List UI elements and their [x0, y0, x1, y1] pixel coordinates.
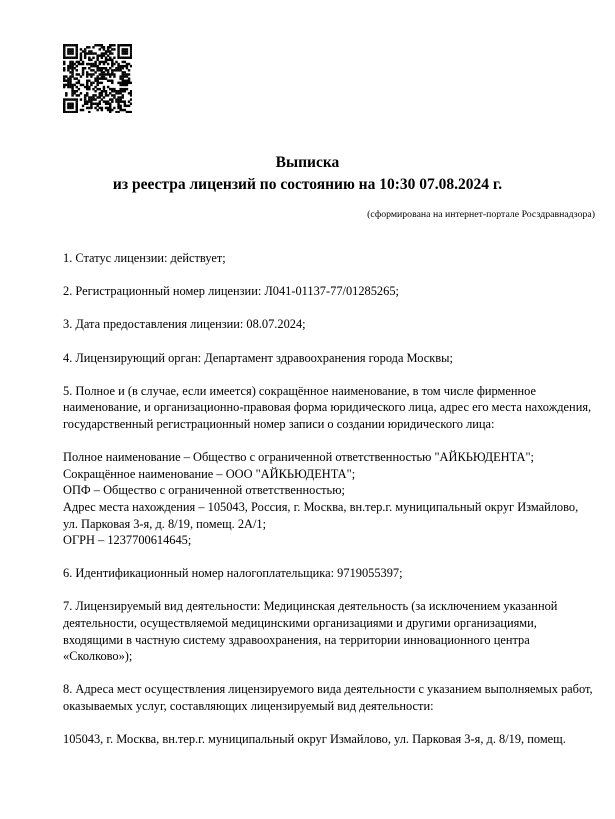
org-details-block — [63, 449, 593, 549]
title-line-2: из реестра лицензий по состоянию на 10:30 07.08.2024 г. — [112, 176, 503, 193]
paragraph-inn: 6. Идентификационный номер налогоплательщика: 9719055397; — [63, 566, 403, 581]
paragraph-grant-date: 3. Дата предоставления лицензии: 08.07.2024; — [63, 317, 306, 332]
qr-code-icon — [63, 44, 132, 113]
title-line-1: Выписка — [275, 154, 340, 171]
document-title — [0, 152, 615, 196]
paragraph-address-line: 105043, г. Москва, вн.тер.г. муниципальный округ Измайлово, ул. Парковая 3-я, д. 8/19, помещ. — [63, 732, 566, 747]
document-body — [63, 250, 593, 764]
paragraph-org-intro: 5. Полное и (в случае, если имеется) сокращённое наименование, в том числе фирменное наименование, и организационно-правовая форма юридического лица, адрес его места нахождения, государственный регистрационный номер записи о создании юридического лица: — [63, 383, 592, 431]
paragraph-authority: 4. Лицензирующий орган: Департамент здравоохранения города Москвы; — [63, 350, 453, 365]
org-opf: ОПФ – Общество с ограниченной ответственностью; — [63, 483, 345, 498]
org-full-name: Полное наименование – Общество с ограниченной ответственностью "АЙКЬЮДЕНТА"; — [63, 450, 535, 465]
paragraph-activity: 7. Лицензируемый вид деятельности: Медицинская деятельность (за исключением указанной деятельности, осуществляемой медицинскими организациями и другими организациями, входящими в частную систему здравоохранения, на территории инновационного центра «Сколково»); — [63, 599, 558, 664]
org-short-name: Сокращённое наименование – ООО "АЙКЬЮДЕНТА"; — [63, 466, 356, 481]
paragraph-reg-number: 2. Регистрационный номер лицензии: Л041-01137-77/01285265; — [63, 284, 399, 299]
org-address: Адрес места нахождения – 105043, Россия, г. Москва, вн.тер.г. муниципальный округ Измайлово, ул. Парковая 3-я, д. 8/19, помещ. 2А/1; — [63, 499, 579, 531]
paragraph-addresses-intro: 8. Адреса мест осуществления лицензируемого вида деятельности с указанием выполняемых работ, оказываемых услуг, составляющих лицензируемый вид деятельности: — [63, 682, 593, 714]
paragraph-license-status: 1. Статус лицензии: действует; — [63, 251, 226, 265]
document-subtitle: (сформирована на интернет-портале Росздравнадзора) — [367, 209, 595, 220]
org-ogrn: ОГРН – 1237700614645; — [63, 533, 192, 548]
